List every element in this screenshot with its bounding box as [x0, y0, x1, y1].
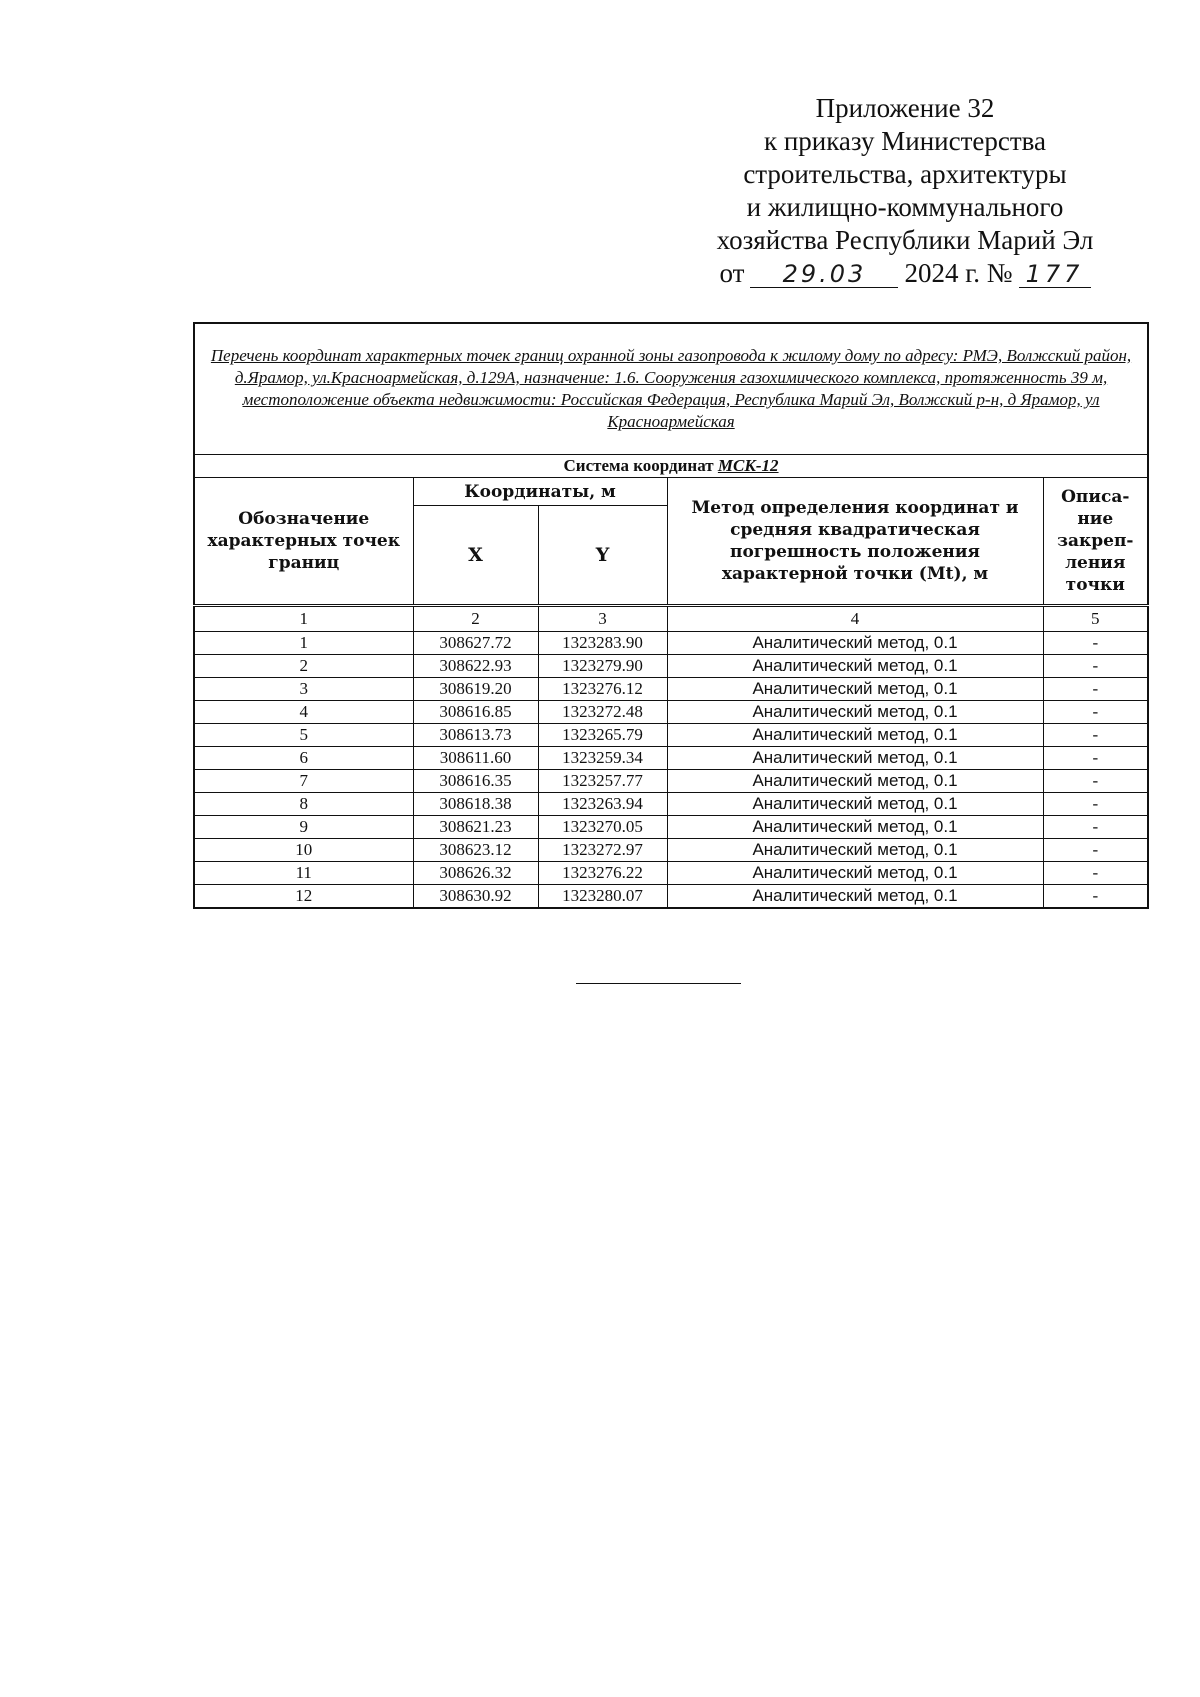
header-method: Метод определения координат и средняя квадратическая погрешность положения характерной точки (Mt), м [667, 478, 1043, 606]
table-row [194, 839, 1148, 862]
column-number: 1 [194, 606, 413, 632]
table-row [194, 701, 1148, 724]
cell-y: 1323280.07 [538, 885, 667, 909]
column-number: 4 [667, 606, 1043, 632]
cell-y: 1323276.22 [538, 862, 667, 885]
cell-description: - [1043, 747, 1148, 770]
header-description-line4: ления [1065, 553, 1126, 573]
column-number: 3 [538, 606, 667, 632]
cell-method: Аналитический метод, 0.1 [667, 701, 1043, 724]
coordinates-table [193, 322, 1149, 909]
cell-description: - [1043, 724, 1148, 747]
cell-point: 8 [194, 793, 413, 816]
table-row [194, 632, 1148, 655]
column-number: 5 [1043, 606, 1148, 632]
cell-description: - [1043, 862, 1148, 885]
cell-point: 11 [194, 862, 413, 885]
cell-method: Аналитический метод, 0.1 [667, 862, 1043, 885]
cell-description: - [1043, 655, 1148, 678]
cell-x: 308627.72 [413, 632, 538, 655]
cell-point: 4 [194, 701, 413, 724]
cell-point: 1 [194, 632, 413, 655]
cell-y: 1323279.90 [538, 655, 667, 678]
cell-y: 1323270.05 [538, 816, 667, 839]
cell-method: Аналитический метод, 0.1 [667, 793, 1043, 816]
cell-y: 1323265.79 [538, 724, 667, 747]
table-row [194, 678, 1148, 701]
cell-method: Аналитический метод, 0.1 [667, 724, 1043, 747]
header-order-line: к приказу Министерства [763, 126, 1047, 156]
cell-point: 2 [194, 655, 413, 678]
header-description [1043, 478, 1148, 606]
header-y: Y [538, 506, 667, 606]
cell-y: 1323259.34 [538, 747, 667, 770]
cell-method: Аналитический метод, 0.1 [667, 839, 1043, 862]
table-row [194, 747, 1148, 770]
header-ministry-line-2: и жилищно-коммунального [746, 192, 1064, 222]
cell-method: Аналитический метод, 0.1 [667, 747, 1043, 770]
cell-method: Аналитический метод, 0.1 [667, 770, 1043, 793]
table-row [194, 793, 1148, 816]
cell-x: 308622.93 [413, 655, 538, 678]
cell-description: - [1043, 885, 1148, 909]
table-row [194, 816, 1148, 839]
cell-y: 1323283.90 [538, 632, 667, 655]
appendix-title: Приложение 32 [815, 93, 995, 123]
cell-x: 308623.12 [413, 839, 538, 862]
cell-x: 308613.73 [413, 724, 538, 747]
cell-y: 1323263.94 [538, 793, 667, 816]
year-text: 2024 г. № [904, 258, 1013, 288]
header-description-line2: ние [1077, 509, 1114, 529]
cell-x: 308618.38 [413, 793, 538, 816]
cell-method: Аналитический метод, 0.1 [667, 885, 1043, 909]
cell-point: 5 [194, 724, 413, 747]
handwritten-order-number: 177 [1019, 261, 1091, 288]
cell-point: 9 [194, 816, 413, 839]
header-description-line3: закреп- [1057, 531, 1134, 551]
table-body [194, 632, 1148, 909]
cell-x: 308616.85 [413, 701, 538, 724]
cell-method: Аналитический метод, 0.1 [667, 632, 1043, 655]
header-point-designation: Обозначение характерных точек границ [194, 478, 413, 606]
cell-point: 7 [194, 770, 413, 793]
cell-method: Аналитический метод, 0.1 [667, 816, 1043, 839]
date-prefix: от [719, 258, 745, 288]
cell-y: 1323257.77 [538, 770, 667, 793]
table-row [194, 655, 1148, 678]
cell-point: 6 [194, 747, 413, 770]
cell-point: 3 [194, 678, 413, 701]
cell-y: 1323272.48 [538, 701, 667, 724]
cell-method: Аналитический метод, 0.1 [667, 678, 1043, 701]
table-row [194, 862, 1148, 885]
appendix-header [700, 92, 1110, 290]
cell-description: - [1043, 839, 1148, 862]
table-title: Перечень координат характерных точек границ охранной зоны газопровода к жилому дому по адресу: РМЭ, Волжский район, д.Ярамор, ул.Красноармейская, д.129А, назначение: 1.6. Сооружения газохимического комплекса, протяженность 39 м, местоположение объекта недвижимости: Российская Федерация, Республика Марий Эл, Волжский р-н, д Ярамор, ул Красноармейская [194, 323, 1148, 455]
coordinate-system-row [194, 455, 1148, 478]
cell-y: 1323276.12 [538, 678, 667, 701]
header-description-line5: точки [1065, 575, 1125, 595]
header-x: X [413, 506, 538, 606]
header-coordinates: Координаты, м [413, 478, 667, 506]
column-number: 2 [413, 606, 538, 632]
cell-x: 308630.92 [413, 885, 538, 909]
coordinate-system-value: МСК-12 [717, 456, 779, 475]
cell-x: 308621.23 [413, 816, 538, 839]
end-of-document-rule [576, 983, 741, 984]
header-republic-line: хозяйства Республики Марий Эл [716, 225, 1094, 255]
cell-x: 308626.32 [413, 862, 538, 885]
header-description-line1: Описа- [1061, 487, 1130, 507]
header-ministry-line: строительства, архитектуры [743, 159, 1067, 189]
cell-description: - [1043, 678, 1148, 701]
table-row [194, 724, 1148, 747]
cell-description: - [1043, 793, 1148, 816]
cell-description: - [1043, 770, 1148, 793]
cell-x: 308619.20 [413, 678, 538, 701]
header-date-line [700, 257, 1110, 290]
table-row [194, 885, 1148, 909]
cell-point: 10 [194, 839, 413, 862]
table-row [194, 770, 1148, 793]
handwritten-date: 29.03 [750, 261, 898, 288]
cell-method: Аналитический метод, 0.1 [667, 655, 1043, 678]
cell-x: 308616.35 [413, 770, 538, 793]
cell-y: 1323272.97 [538, 839, 667, 862]
cell-description: - [1043, 816, 1148, 839]
cell-description: - [1043, 701, 1148, 724]
cell-point: 12 [194, 885, 413, 909]
cell-description: - [1043, 632, 1148, 655]
cell-x: 308611.60 [413, 747, 538, 770]
coordinate-system-label: Система координат [563, 456, 714, 475]
